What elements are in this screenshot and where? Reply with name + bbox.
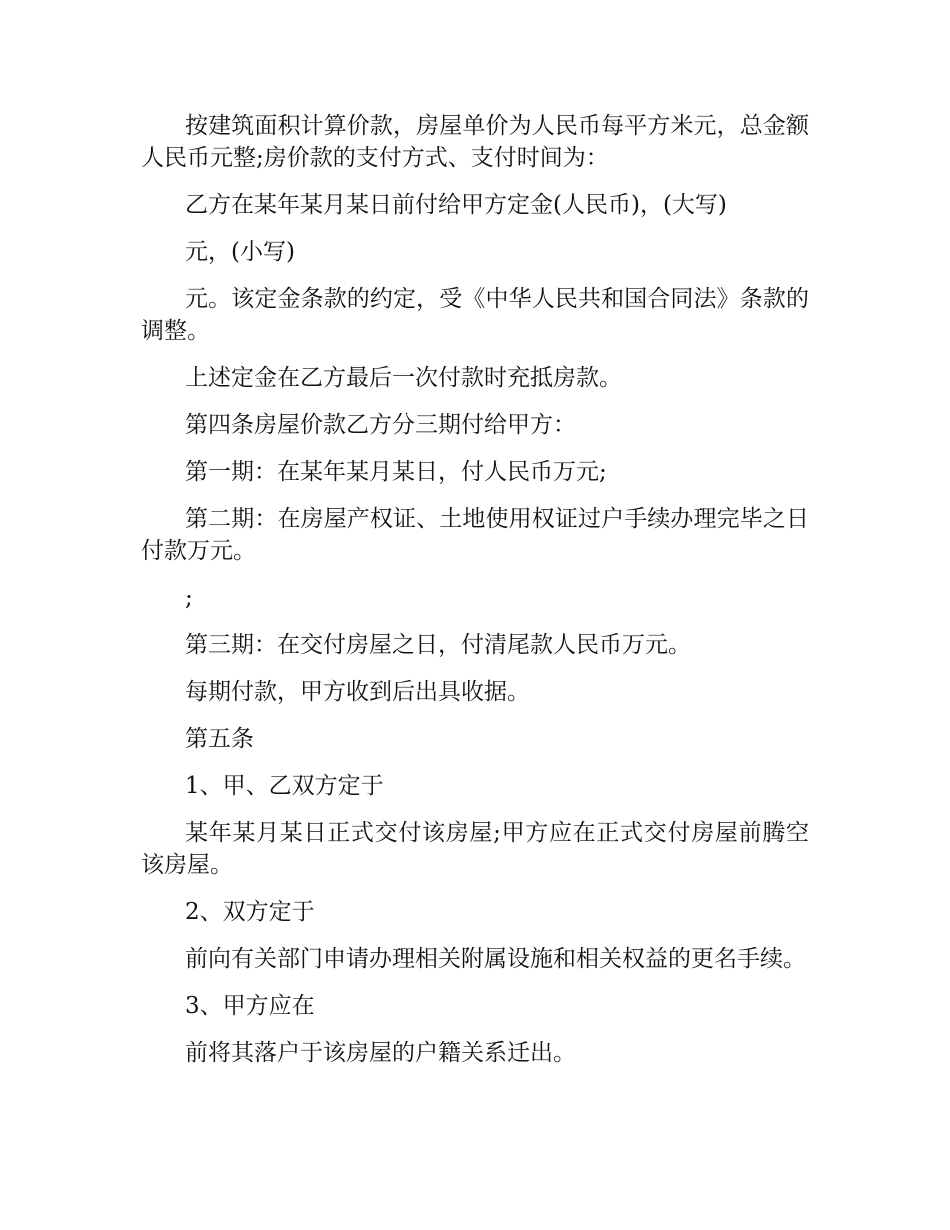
paragraph-article-5: 第五条 [185,726,254,752]
paragraph-item-3: 3、甲方应在 [185,993,315,1019]
paragraph-receipt: 每期付款，甲方收到后出具收据。 [185,679,530,705]
paragraph-delivery-date: 某年某月某日正式交付该房屋;甲方应在正式交付房屋前腾空该房屋。 [141,820,809,878]
paragraph-item-1: 1、甲、乙双方定于 [185,773,384,799]
paragraph-deposit-amount: 元，(小写) [185,239,295,265]
paragraph-semicolon: ; [185,585,193,611]
paragraph-household-registration: 前将其落户于该房屋的户籍关系迁出。 [185,1040,576,1066]
paragraph-installment-3: 第三期：在交付房屋之日，付清尾款人民币万元。 [185,632,691,658]
paragraph-item-2: 2、双方定于 [185,899,315,925]
paragraph-rename-procedures: 前向有关部门申请办理相关附属设施和相关权益的更名手续。 [185,946,806,972]
paragraph-deposit-offset: 上述定金在乙方最后一次付款时充抵房款。 [185,365,622,391]
paragraph-installment-2: 第二期：在房屋产权证、土地使用权证过户手续办理完毕之日付款万元。 [141,506,809,564]
paragraph-deposit: 乙方在某年某月某日前付给甲方定金(人民币)，(大写) [185,192,727,218]
paragraph-deposit-clause: 元。该定金条款的约定，受《中华人民共和国合同法》条款的调整。 [141,286,809,344]
document-body [141,110,809,1084]
paragraph-article-4: 第四条房屋价款乙方分三期付给甲方： [185,412,576,438]
paragraph-installment-1: 第一期：在某年某月某日，付人民币万元; [185,459,607,485]
paragraph-price-terms: 按建筑面积计算价款，房屋单价为人民币每平方米元，总金额人民币元整;房价款的支付方式、支付时间为： [141,113,809,171]
